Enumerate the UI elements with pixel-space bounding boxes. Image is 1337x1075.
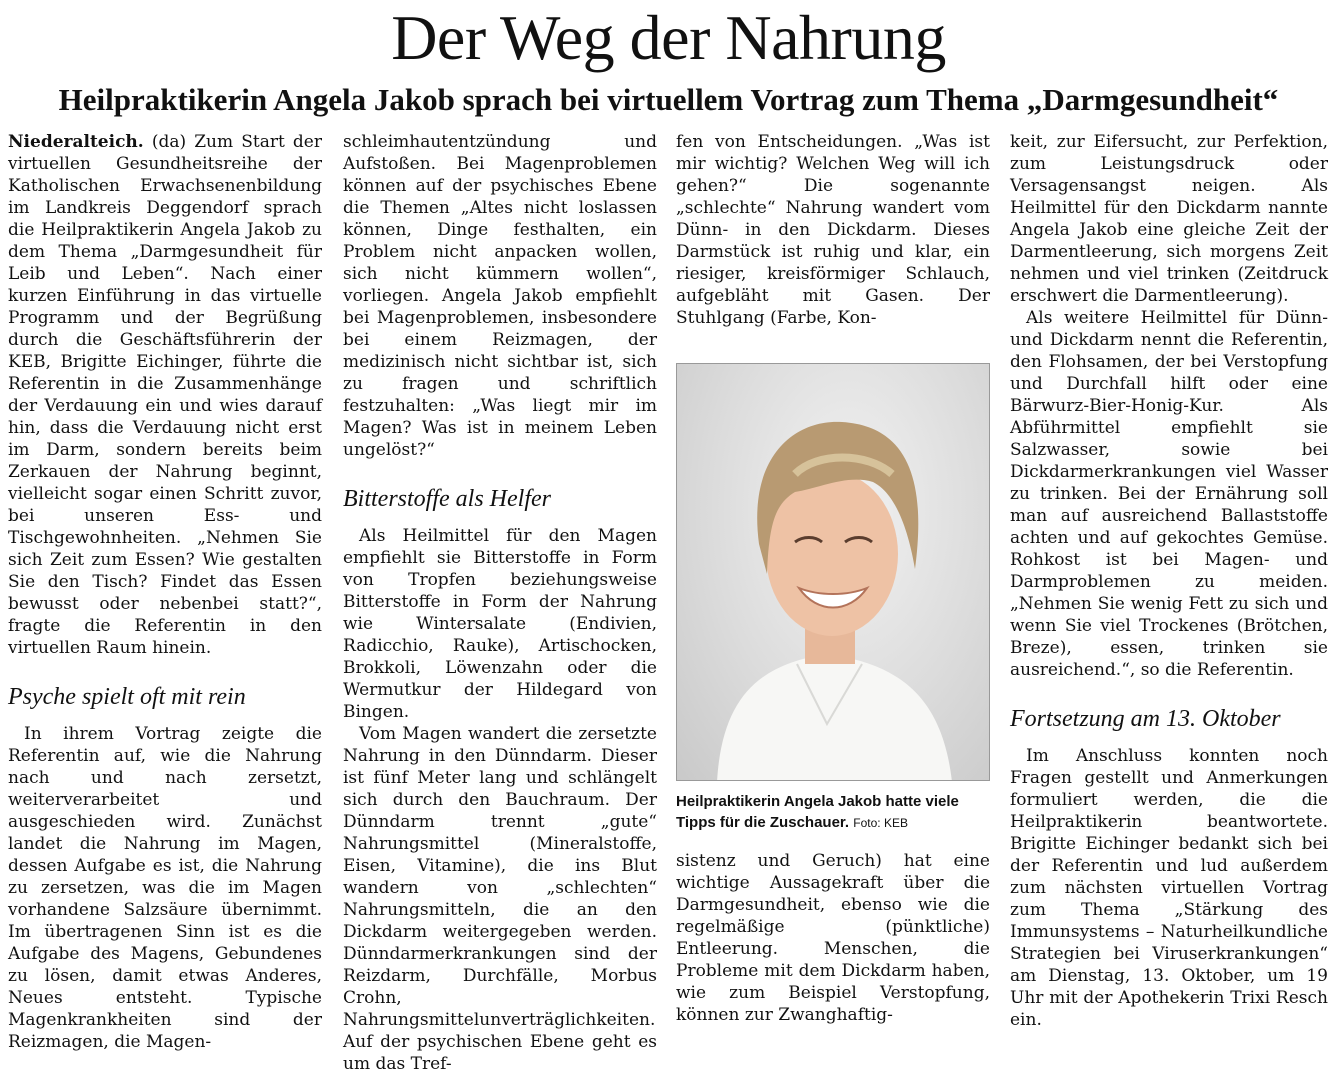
paragraph: Im Anschluss konnten noch Fragen gestellt und Anmerkungen formuliert werden, die die Heilpraktikerin beantwortete. Brigitte Eichinger bedankt sich bei der Referentin und lud außerdem zum nächsten virtuellen Vortrag zum Thema „Stärkung des Immunsystems – Naturheilkundliche Strategien bei Viruserkrankungen“ am Dienstag, 13. Oktober, um 19 Uhr mit der Apothekerin Trixi Resch ein. [1010,746,1328,1030]
column-1 [8,131,322,1053]
caption-text: Heilpraktikerin Angela Jakob hatte viele Tipps für die Zuschauer. [676,793,959,831]
lead-paragraph [8,131,322,659]
portrait-illustration [677,364,990,781]
column-3 [676,131,990,1026]
paragraph: Als Heilmittel für den Magen empfiehlt sie Bitterstoffe in Form von Tropfen beziehungsweise Bitterstoffe in Form der Nahrung wie Wintersalate (Endivien, Radicchio, Rauke), Artischocken, Brokkoli, Löwenzahn oder die Wermutkur der Hildegard von Bingen. [343,526,657,722]
paragraph: keit, zur Eifersucht, zur Perfektion, zum Leistungsdruck oder Versagensangst neigen. Als Heilmittel für den Dickdarm nannte Angela Jakob eine gleiche Zeit der Darmentleerung, sich morgens Zeit nehmen und viel trinken (Zeitdruck erschwert die Darmentleerung). [1010,132,1328,306]
dateline: Niederalteich. [8,132,144,152]
photo-caption [676,791,990,834]
lead-text: (da) Zum Start der virtuellen Gesundheitsreihe der Katholischen Erwachsenenbildung im Landkreis Deggendorf sprach die Heilpraktikerin Angela Jakob zu dem Thema „Darmgesundheit für Leib und Leben“. Nach einer kurzen Einführung in das virtuelle Programm und der Begrüßung durch die Geschäftsführerin der KEB, Brigitte Eichinger, führte die Referentin in die Zusammenhänge der Verdauung ein und wies darauf hin, dass die Verdauung nicht erst im Darm, sondern bereits beim Zerkauen der Nahrung beginnt, vielleicht sogar einen Schritt zuvor, bei unseren Ess- und Tischgewohnheiten. „Nehmen Sie sich Zeit zum Essen? Wie gestalten Sie den Tisch? Findet das Essen bewusst oder nebenbei statt?“, fragte die Referentin in den virtuellen Raum hinein. [8,132,322,658]
paragraph: Als weitere Heilmittel für Dünn- und Dickdarm nennt die Referentin, den Flohsamen, der bei Verstopfung und Durchfall hilft oder eine Bärwurz-Bier-Honig-Kur. Als Abführmittel empfiehlt sie Salzwasser, sowie bei Dickdarmerkrankungen viel Wasser zu trinken. Bei der Ernährung soll man auf ausreichend Ballaststoffe achten und auf gekochtes Gemüse. Rohkost ist bei Magen- und Darmproblemen zu meiden. „Nehmen Sie wenig Fett zu sich und wenn Sie viel Trockenes (Brötchen, Breze), essen, trinken sie ausreichend.“, so die Referentin. [1010,308,1328,680]
subheading-psyche: Psyche spielt oft mit rein [8,684,246,710]
column-4 [1010,131,1328,1031]
paragraph: Vom Magen wandert die zersetzte Nahrung in den Dünndarm. Dieser ist fünf Meter lang und schlängelt sich durch den Bauchraum. Der Dünndarm trennt „gute“ Nahrungsmittel (Mineralstoffe, Eisen, Vitamine), die ins Blut wandern von „schlechten“ Nahrungsmitteln, die an den Dickdarm weitergegeben werden. Dünndarmerkrankungen sind der Reizdarm, Durchfälle, Morbus Crohn, Nahrungsmittelunverträglichkeiten. Auf der psychischen Ebene geht es um das Tref- [343,724,657,1074]
subheading-bitterstoffe: Bitterstoffe als Helfer [343,486,551,512]
paragraph: fen von Entscheidungen. „Was ist mir wichtig? Welchen Weg will ich gehen?“ Die sogenannte „schlechte“ Nahrung wandert vom Dünn- in den Dickdarm. Dieses Darmstück ist ruhig und klar, ein riesiger, kreisförmiger Schlauch, aufgebläht mit Gasen. Der Stuhlgang (Farbe, Kon- [676,132,990,328]
subheading-fortsetzung: Fortsetzung am 13. Oktober [1010,706,1281,732]
paragraph: schleimhautentzündung und Aufstoßen. Bei Magenproblemen können auf der psychisches Ebene die Themen „Altes nicht loslassen können, Dinge festhalten, ein Problem nicht anpacken wollen, sich nicht kümmern wollen“, vorliegen. Angela Jakob empfiehlt bei Magenproblemen, insbesondere bei einem Reizmagen, der medizinisch nicht sichtbar ist, sich zu fragen und schriftlich festzuhalten: „Was liegt mir im Magen? Was ist in meinem Leben ungelöst?“ [343,132,657,460]
paragraph: sistenz und Geruch) hat eine wichtige Aussagekraft über die Darmgesundheit, ebenso wie die regelmäßige (pünktliche) Entleerung. Menschen, die Probleme mit dem Dickdarm haben, wie zum Beispiel Verstopfung, können zur Zwanghaftig- [676,851,990,1025]
subheadline: Heilpraktikerin Angela Jakob sprach bei virtuellem Vortrag zum Thema „Darmgesundheit“ [58,82,1279,117]
photo-credit: Foto: KEB [853,816,908,830]
paragraph: In ihrem Vortrag zeigte die Referentin auf, wie die Nahrung nach und nach zersetzt, weiterverarbeitet und ausgeschieden wird. Zunächst landet die Nahrung im Magen, dessen Aufgabe es ist, die Nahrung zu zersetzen, was die im Magen vorhandene Salzsäure übernimmt. Im übertragenen Sinn ist es die Aufgabe des Magens, Gebundenes zu lösen, damit etwas Anderes, Neues entsteht. Typische Magenkrankheiten sind der Reizmagen, die Magen- [8,724,322,1052]
portrait-photo [676,363,990,781]
headline: Der Weg der Nahrung [391,2,946,73]
column-2 [343,131,657,1075]
